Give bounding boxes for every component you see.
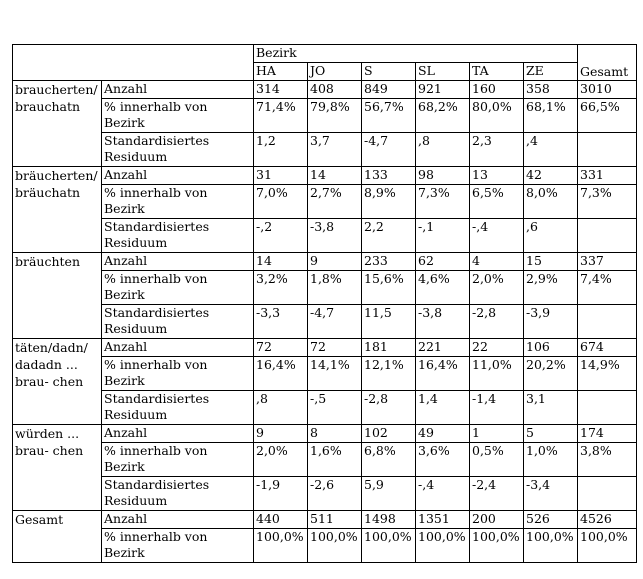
table-cell: 7,3% (416, 185, 470, 219)
table-cell (578, 477, 637, 511)
table-cell: 100,0% (578, 529, 637, 563)
table-cell: ,4 (524, 133, 578, 167)
table-cell (578, 391, 637, 425)
table-cell: 13 (470, 167, 524, 185)
table-cell: 16,4% (254, 357, 308, 391)
row-label: % innerhalb von Bezirk (102, 529, 254, 563)
table-cell: 68,1% (524, 99, 578, 133)
table-cell: 15 (524, 253, 578, 271)
table-cell (578, 133, 637, 167)
table-cell: 6,8% (362, 443, 416, 477)
table-cell: 1 (470, 425, 524, 443)
table-cell (578, 305, 637, 339)
row-label: Anzahl (102, 425, 254, 443)
group-label: Gesamt (13, 511, 102, 563)
table-row (13, 443, 637, 477)
row-label: Standardisiertes Residuum (102, 477, 254, 511)
table-body (13, 45, 637, 563)
table-cell: 15,6% (362, 271, 416, 305)
table-cell: 2,2 (362, 219, 416, 253)
table-cell: 100,0% (524, 529, 578, 563)
table-cell: 72 (254, 339, 308, 357)
table-cell: 6,5% (470, 185, 524, 219)
table-cell: -,1 (416, 219, 470, 253)
table-cell: -,4 (416, 477, 470, 511)
table-cell: 2,9% (524, 271, 578, 305)
table-cell: 20,2% (524, 357, 578, 391)
crosstab-table (12, 44, 637, 563)
table-row (13, 81, 637, 99)
table-cell: 100,0% (362, 529, 416, 563)
row-label: % innerhalb von Bezirk (102, 357, 254, 391)
table-cell: 2,0% (254, 443, 308, 477)
table-cell: 11,0% (470, 357, 524, 391)
table-cell: 337 (578, 253, 637, 271)
row-label: Anzahl (102, 167, 254, 185)
table-cell: 3,8% (578, 443, 637, 477)
table-cell: -4,7 (308, 305, 362, 339)
row-label: Standardisiertes Residuum (102, 305, 254, 339)
table-row (13, 167, 637, 185)
table-cell: 11,5 (362, 305, 416, 339)
table-cell: 102 (362, 425, 416, 443)
table-cell: -2,6 (308, 477, 362, 511)
table-cell: -2,8 (470, 305, 524, 339)
table-row (13, 391, 637, 425)
table-row (13, 339, 637, 357)
table-cell: 3,6% (416, 443, 470, 477)
table-cell: 5 (524, 425, 578, 443)
table-row (13, 271, 637, 305)
table-cell: 0,5% (470, 443, 524, 477)
table-cell: 181 (362, 339, 416, 357)
table-cell: ,8 (416, 133, 470, 167)
table-cell: 526 (524, 511, 578, 529)
column-header: JO (308, 63, 362, 81)
row-label: Anzahl (102, 511, 254, 529)
table-cell: 3010 (578, 81, 637, 99)
row-label: Anzahl (102, 81, 254, 99)
table-cell: -,5 (308, 391, 362, 425)
table-cell: 1,0% (524, 443, 578, 477)
table-cell: 12,1% (362, 357, 416, 391)
column-header: TA (470, 63, 524, 81)
table-row (13, 185, 637, 219)
table-cell: 100,0% (254, 529, 308, 563)
row-label: Standardisiertes Residuum (102, 391, 254, 425)
table-cell: 849 (362, 81, 416, 99)
table-cell: 14,1% (308, 357, 362, 391)
table-row (13, 305, 637, 339)
table-cell: 14 (254, 253, 308, 271)
table-cell: 358 (524, 81, 578, 99)
table-cell: 72 (308, 339, 362, 357)
table-cell: 200 (470, 511, 524, 529)
table-cell: 14 (308, 167, 362, 185)
table-row (13, 529, 637, 563)
table-cell: 1,8% (308, 271, 362, 305)
table-row (13, 133, 637, 167)
table-cell: 9 (308, 253, 362, 271)
bezirk-header: Bezirk (254, 45, 578, 63)
column-header: S (362, 63, 416, 81)
table-cell: 71,4% (254, 99, 308, 133)
table-cell: 511 (308, 511, 362, 529)
group-label: braucherten/ brauchatn (13, 81, 102, 167)
table-cell: 49 (416, 425, 470, 443)
table-cell: 314 (254, 81, 308, 99)
table-cell: 2,0% (470, 271, 524, 305)
table-cell: 1351 (416, 511, 470, 529)
table-cell: -3,9 (524, 305, 578, 339)
table-cell: 5,9 (362, 477, 416, 511)
table-cell: -2,4 (470, 477, 524, 511)
table-cell: 100,0% (308, 529, 362, 563)
table-cell: 7,3% (578, 185, 637, 219)
table-cell: 1,4 (416, 391, 470, 425)
table-row (13, 219, 637, 253)
table-cell: 1498 (362, 511, 416, 529)
table-cell: 1,2 (254, 133, 308, 167)
table-cell: 22 (470, 339, 524, 357)
table-cell: 174 (578, 425, 637, 443)
table-cell: -2,8 (362, 391, 416, 425)
row-label: Standardisiertes Residuum (102, 133, 254, 167)
table-row (13, 425, 637, 443)
table-cell: 408 (308, 81, 362, 99)
table-cell: 7,4% (578, 271, 637, 305)
table-cell: 98 (416, 167, 470, 185)
table-cell: 440 (254, 511, 308, 529)
table-cell: 331 (578, 167, 637, 185)
column-header: HA (254, 63, 308, 81)
table-cell: 106 (524, 339, 578, 357)
table-cell: -,2 (254, 219, 308, 253)
table-cell: 674 (578, 339, 637, 357)
table-cell: -3,8 (308, 219, 362, 253)
group-label: täten/dadn/ dadadn ... brau- chen (13, 339, 102, 425)
table-cell: 160 (470, 81, 524, 99)
table-cell: -4,7 (362, 133, 416, 167)
table-cell: 14,9% (578, 357, 637, 391)
table-cell: ,6 (524, 219, 578, 253)
row-label: Standardisiertes Residuum (102, 219, 254, 253)
table-cell: 3,1 (524, 391, 578, 425)
table-cell: 1,6% (308, 443, 362, 477)
table-cell: 3,7 (308, 133, 362, 167)
table-cell: 80,0% (470, 99, 524, 133)
table-cell: -3,3 (254, 305, 308, 339)
table-cell: 16,4% (416, 357, 470, 391)
table-cell: 233 (362, 253, 416, 271)
column-header: ZE (524, 63, 578, 81)
table-row (13, 477, 637, 511)
table-cell: 8,9% (362, 185, 416, 219)
table-cell: -,4 (470, 219, 524, 253)
total-header: Gesamt (578, 45, 637, 81)
row-label: Anzahl (102, 253, 254, 271)
table-cell: 68,2% (416, 99, 470, 133)
table-cell: 31 (254, 167, 308, 185)
header-row-group (13, 45, 637, 63)
table-cell (578, 219, 637, 253)
table-cell: 2,3 (470, 133, 524, 167)
table-cell: 3,2% (254, 271, 308, 305)
table-cell: 133 (362, 167, 416, 185)
table-cell: 79,8% (308, 99, 362, 133)
table-cell: 62 (416, 253, 470, 271)
row-label: % innerhalb von Bezirk (102, 185, 254, 219)
table-cell: 56,7% (362, 99, 416, 133)
table-cell: -1,9 (254, 477, 308, 511)
table-cell: 4 (470, 253, 524, 271)
table-cell: 8,0% (524, 185, 578, 219)
table-cell: 4526 (578, 511, 637, 529)
row-label: Anzahl (102, 339, 254, 357)
table-cell: -3,4 (524, 477, 578, 511)
group-label: bräucherten/ bräuchatn (13, 167, 102, 253)
table-row (13, 99, 637, 133)
group-label: bräuchten (13, 253, 102, 339)
table-cell: 100,0% (470, 529, 524, 563)
table-cell: 921 (416, 81, 470, 99)
table-cell: -3,8 (416, 305, 470, 339)
group-label: würden ... brau- chen (13, 425, 102, 511)
table-cell: 8 (308, 425, 362, 443)
table-cell: 221 (416, 339, 470, 357)
row-label: % innerhalb von Bezirk (102, 271, 254, 305)
table-cell: 4,6% (416, 271, 470, 305)
table-cell: ,8 (254, 391, 308, 425)
table-row (13, 511, 637, 529)
row-label: % innerhalb von Bezirk (102, 443, 254, 477)
table-row (13, 357, 637, 391)
corner-cell (13, 45, 254, 81)
table-cell: 7,0% (254, 185, 308, 219)
table-cell: 9 (254, 425, 308, 443)
table-cell: 42 (524, 167, 578, 185)
table-cell: -1,4 (470, 391, 524, 425)
column-header: SL (416, 63, 470, 81)
table-cell: 100,0% (416, 529, 470, 563)
table-cell: 66,5% (578, 99, 637, 133)
table-row (13, 253, 637, 271)
row-label: % innerhalb von Bezirk (102, 99, 254, 133)
table-cell: 2,7% (308, 185, 362, 219)
